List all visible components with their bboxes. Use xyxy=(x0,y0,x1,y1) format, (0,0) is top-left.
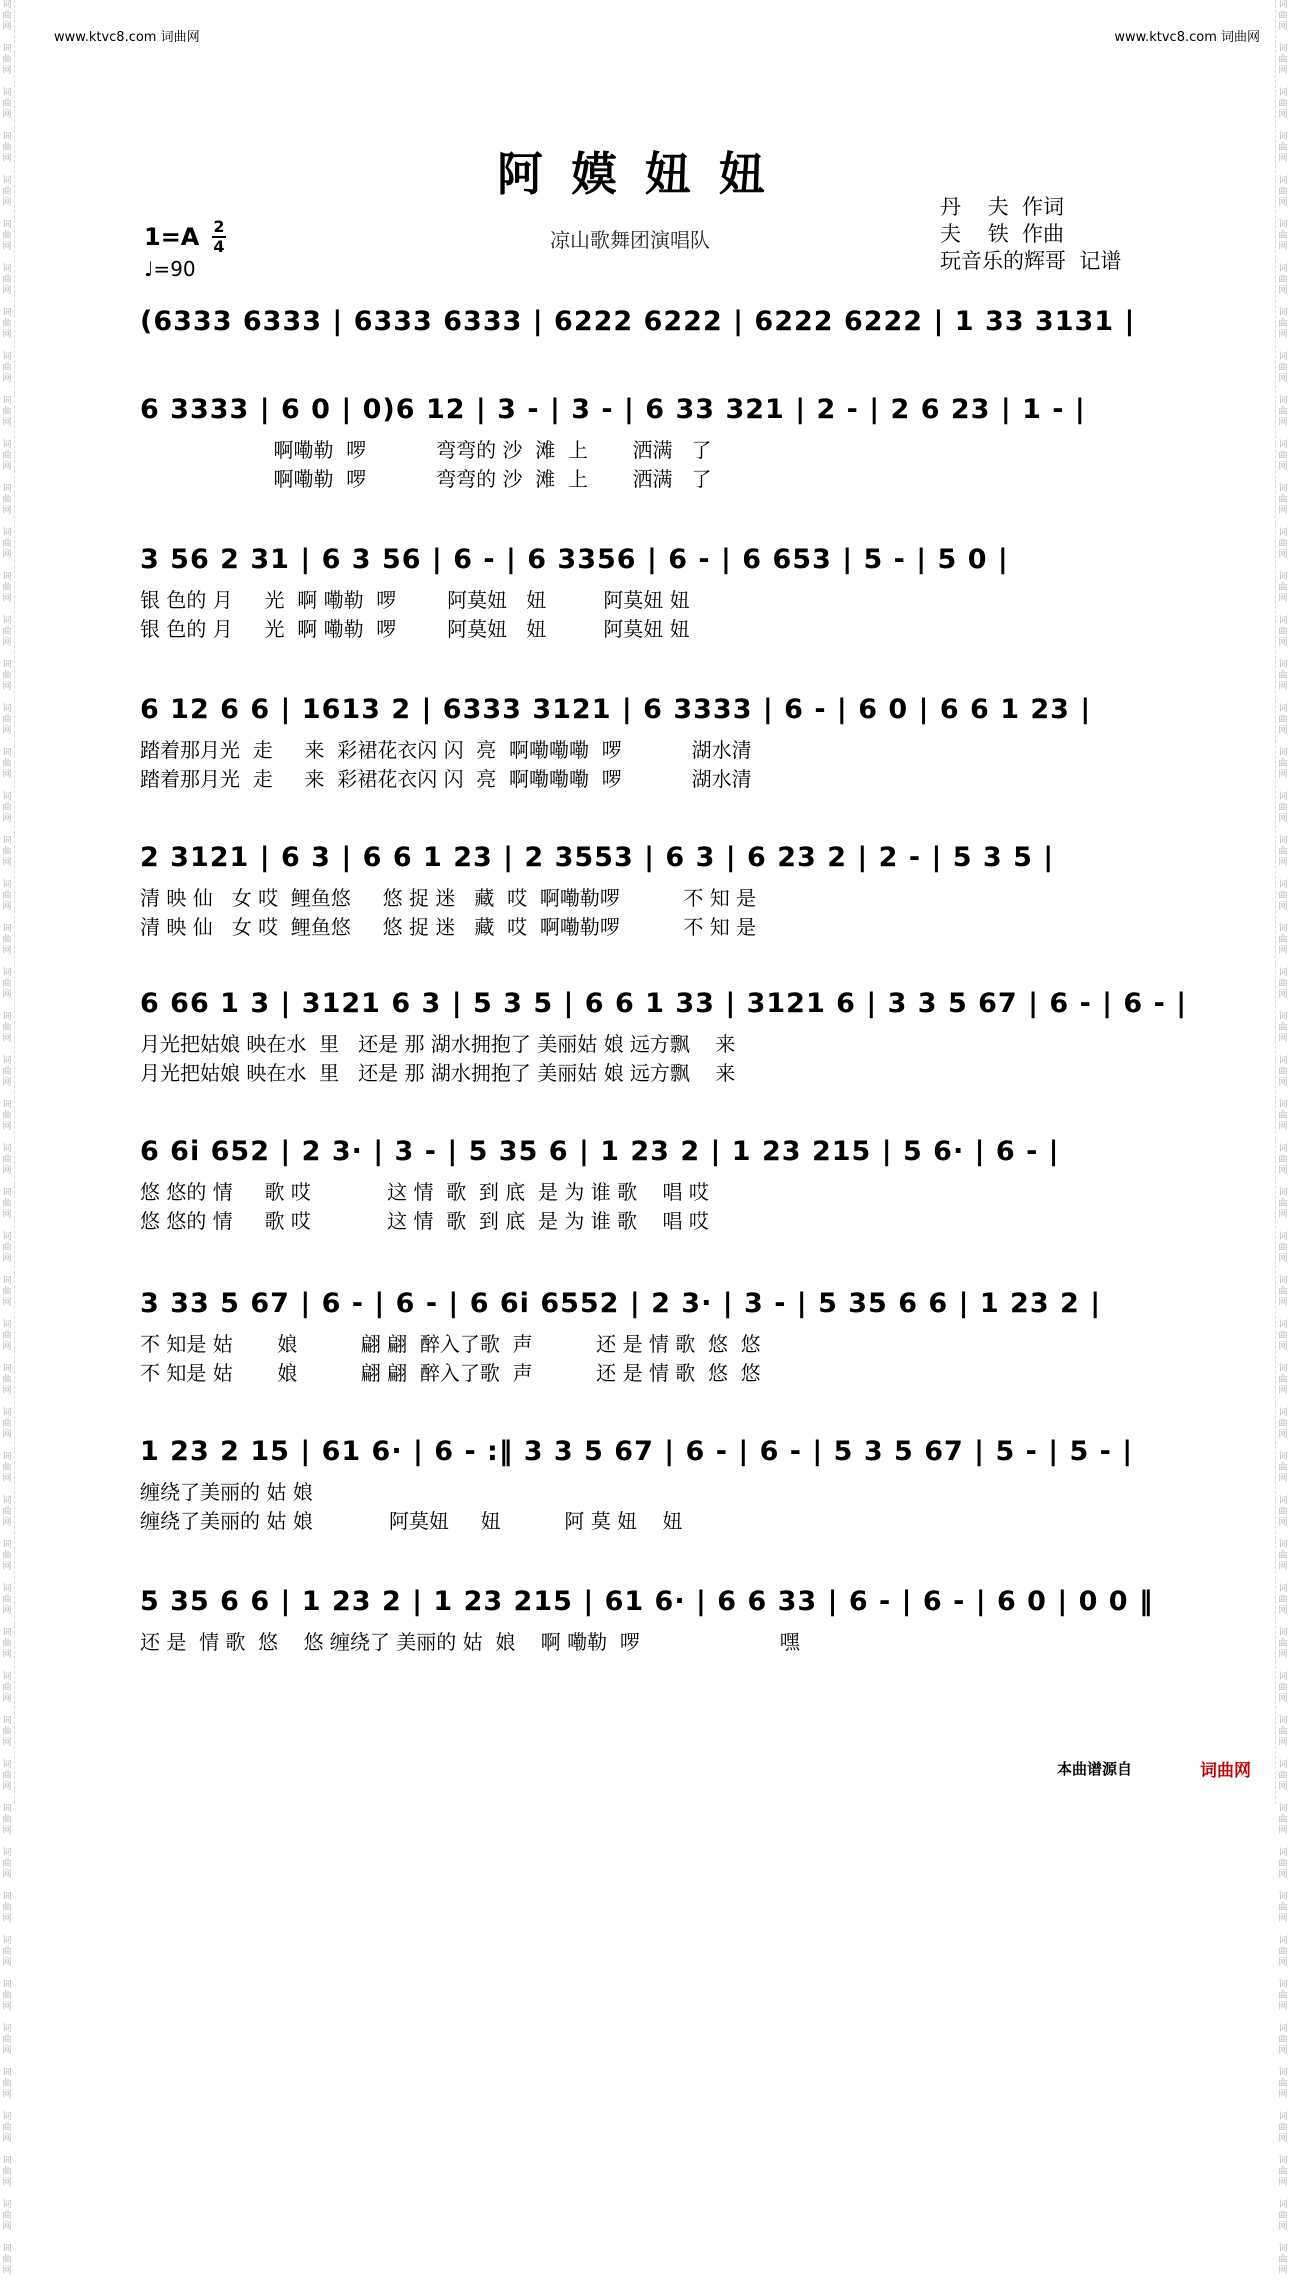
lyric-verse-1: 啊嘞勒 啰 弯弯的 沙 滩 上 洒满 了 xyxy=(140,438,712,462)
score-system-8 xyxy=(140,1278,1150,1388)
composer-credit: 夫 铁 作曲 xyxy=(940,222,1065,246)
notation-line: 6 66 1 3 | 3121 6 3 | 5 3 5 | 6 6 1 33 | 3121 6 | 3 3 5 67 | 6 - | 6 - | xyxy=(140,988,1188,1019)
lyric-verse-2: 踏着那月光 走 来 彩裙花衣闪 闪 亮 啊嘞嘞嘞 啰 湖水清 xyxy=(140,767,752,791)
time-signature-bottom: 4 xyxy=(213,237,225,256)
footer-source-label: 本曲谱源自 xyxy=(1057,1760,1133,1778)
notation-line: (6333 6333 | 6333 6333 | 6222 6222 | 6222 6222 | 1 33 3131 | xyxy=(140,306,1136,337)
transcriber-credit: 玩音乐的辉哥 记谱 xyxy=(940,249,1122,273)
lyric-verse-2: 啊嘞勒 啰 弯弯的 沙 滩 上 洒满 了 xyxy=(140,467,712,491)
lyric-verse-2: 银 色的 月 光 啊 嘞勒 啰 阿莫妞 妞 阿莫妞 妞 xyxy=(140,617,690,641)
time-signature-top: 2 xyxy=(213,217,225,236)
time-signature xyxy=(212,218,226,255)
score-system-6 xyxy=(140,978,1188,1088)
performer-line: 凉山歌舞团演唱队 xyxy=(550,228,710,252)
notation-line: 5 35 6 6 | 1 23 2 | 1 23 215 | 61 6· | 6 6 33 | 6 - | 6 - | 6 0 | 0 0 ‖ xyxy=(140,1586,1154,1617)
lyric-verse-1: 清 映 仙 女 哎 鲤鱼悠 悠 捉 迷 藏 哎 啊嘞勒啰 不 知 是 xyxy=(140,886,757,910)
score-system-1 xyxy=(140,296,1150,348)
notation-line: 2 3121 | 6 3 | 6 6 1 23 | 2 3553 | 6 3 | 6 23 2 | 2 - | 5 3 5 | xyxy=(140,842,1055,873)
song-title: 阿嫫妞妞 xyxy=(497,147,793,201)
lyric-verse-2: 月光把姑娘 映在水 里 还是 那 湖水拥抱了 美丽姑 娘 远方飘 来 xyxy=(140,1061,736,1085)
lyric-verse-2: 缠绕了美丽的 姑 娘 阿莫妞 妞 阿 莫 妞 妞 xyxy=(140,1509,683,1533)
lyric-verse-1: 悠 悠的 情 歌 哎 这 情 歌 到 底 是 为 谁 歌 唱 哎 xyxy=(140,1180,709,1204)
score-system-2 xyxy=(140,384,1150,494)
notation-line: 6 6i 652 | 2 3· | 3 - | 5 35 6 | 1 23 2 | 1 23 215 | 5 6· | 6 - | xyxy=(140,1136,1060,1167)
score-system-4 xyxy=(140,684,1150,794)
lyric-verse-1: 还 是 情 歌 悠 悠 缠绕了 美丽的 姑 娘 啊 嘞勒 啰 嘿 xyxy=(140,1630,800,1654)
header-left-site[interactable]: www.ktvc8.com 词曲网 xyxy=(54,30,200,45)
notation-line: 1 23 2 15 | 61 6· | 6 - :‖ 3 3 5 67 | 6 - | 6 - | 5 3 5 67 | 5 - | 5 - | xyxy=(140,1436,1134,1467)
score-system-7 xyxy=(140,1126,1150,1236)
notation-line: 6 12 6 6 | 1613 2 | 6333 3121 | 6 3333 | 6 - | 6 0 | 6 6 1 23 | xyxy=(140,694,1092,725)
lyric-verse-1: 缠绕了美丽的 姑 娘 xyxy=(140,1480,313,1504)
lyric-verse-2: 悠 悠的 情 歌 哎 这 情 歌 到 底 是 为 谁 歌 唱 哎 xyxy=(140,1209,709,1233)
left-border-line xyxy=(14,0,15,1804)
right-border-line xyxy=(1275,0,1276,1804)
lyric-verse-2: 不 知是 姑 娘 翩 翩 醉入了歌 声 还 是 情 歌 悠 悠 xyxy=(140,1361,761,1385)
lyric-verse-1: 踏着那月光 走 来 彩裙花衣闪 闪 亮 啊嘞嘞嘞 啰 湖水清 xyxy=(140,738,752,762)
credits xyxy=(940,194,1121,275)
notation-line: 3 56 2 31 | 6 3 56 | 6 - | 6 3356 | 6 - | 6 653 | 5 - | 5 0 | xyxy=(140,544,1009,575)
footer-site-logo[interactable]: 词曲网 xyxy=(1200,1761,1251,1781)
lyric-verse-1: 月光把姑娘 映在水 里 还是 那 湖水拥抱了 美丽姑 娘 远方飘 来 xyxy=(140,1032,736,1056)
header-right-site[interactable]: www.ktvc8.com 词曲网 xyxy=(1114,30,1260,45)
lyric-verse-2: 清 映 仙 女 哎 鲤鱼悠 悠 捉 迷 藏 哎 啊嘞勒啰 不 知 是 xyxy=(140,915,757,939)
left-watermark-strip: 词 曲 网 词 曲 网 词 曲 网 词 曲 网 词 曲 网 词 曲 网 词 曲 网 词 曲 网 词 曲 网 词 曲 网 词 曲 网 词 曲 网 词 曲 网 词 曲 网 词 曲 网 词 曲 网 词 曲 网 词 曲 网 词 曲 网 词 曲 网 词 曲 网 词 曲 网 词 曲 网 词 曲 网 词 曲 网 词 曲 网 词 曲 网 词 曲 网 词 曲 网 词 曲 网 词 曲 网 词 曲 网 词 曲 网 词 曲 网 词 曲 网 词 曲 网 词 曲 网 词 曲 网 词 曲 网 词 曲 网 词 曲 网 词 曲 网 词 曲 网 词 曲 网 词 曲 网 词 曲 网 词 曲 网 词 曲 网 词 曲 网 词 曲 网 词 曲 网 词 曲 网 xyxy=(2,0,12,2276)
score-system-10 xyxy=(140,1576,1154,1657)
lyric-verse-1: 不 知是 姑 娘 翩 翩 醉入了歌 声 还 是 情 歌 悠 悠 xyxy=(140,1332,761,1356)
notation-line: 6 3333 | 6 0 | 0)6 12 | 3 - | 3 - | 6 33 321 | 2 - | 2 6 23 | 1 - | xyxy=(140,394,1086,425)
score-system-9 xyxy=(140,1426,1150,1536)
lyric-verse-1: 银 色的 月 光 啊 嘞勒 啰 阿莫妞 妞 阿莫妞 妞 xyxy=(140,588,690,612)
right-watermark-strip: 词 曲 网 词 曲 网 词 曲 网 词 曲 网 词 曲 网 词 曲 网 词 曲 网 词 曲 网 词 曲 网 词 曲 网 词 曲 网 词 曲 网 词 曲 网 词 曲 网 词 曲 网 词 曲 网 词 曲 网 词 曲 网 词 曲 网 词 曲 网 词 曲 网 词 曲 网 词 曲 网 词 曲 网 词 曲 网 词 曲 网 词 曲 网 词 曲 网 词 曲 网 词 曲 网 词 曲 网 词 曲 网 词 曲 网 词 曲 网 词 曲 网 词 曲 网 词 曲 网 词 曲 网 词 曲 网 词 曲 网 词 曲 网 词 曲 网 词 曲 网 词 曲 网 词 曲 网 词 曲 网 词 曲 网 词 曲 网 词 曲 网 词 曲 网 词 曲 网 词 曲 网 xyxy=(1278,0,1288,2276)
score-system-3 xyxy=(140,534,1150,644)
score-system-5 xyxy=(140,832,1150,942)
lyricist-credit: 丹 夫 作词 xyxy=(940,195,1065,219)
key-signature: 1=A xyxy=(144,223,200,251)
notation-line: 3 33 5 67 | 6 - | 6 - | 6 6i 6552 | 2 3· | 3 - | 5 35 6 6 | 1 23 2 | xyxy=(140,1288,1102,1319)
tempo-marking: ♩=90 xyxy=(144,257,196,281)
